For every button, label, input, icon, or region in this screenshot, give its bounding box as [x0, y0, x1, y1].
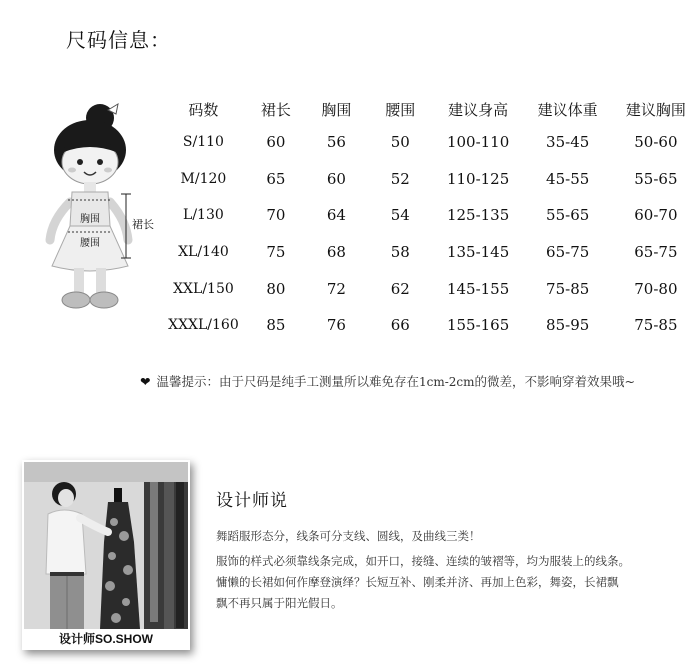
- table-row: [160, 234, 700, 271]
- cell-size: L/130: [183, 207, 224, 224]
- size-figure-illustration: [38, 90, 178, 330]
- cell-suggested-chest: 75-85: [634, 316, 678, 335]
- photo-caption: 设计师SO.SHOW: [58, 632, 153, 646]
- cell-chest: 56: [326, 133, 346, 152]
- cell-length: 75: [266, 243, 286, 262]
- tip-text-b: 1cm-2cm: [419, 375, 475, 389]
- cell-length: 70: [266, 206, 286, 225]
- page-title: 尺码信息：: [66, 28, 171, 52]
- header-length: 裙长: [260, 100, 291, 119]
- designer-paragraph-line: 服饰的样式必须靠线条完成，如开口，接缝、连续的皱褶等，均为服装上的线条。: [216, 554, 630, 568]
- designer-photo: [24, 462, 188, 629]
- designer-paragraph-1: 舞蹈服形态分，线条可分支线、圆线，及曲线三类！: [216, 529, 481, 543]
- header-chest: 胸围: [321, 100, 352, 119]
- cell-weight: 35-45: [546, 133, 590, 152]
- waist-label: 腰围: [80, 238, 100, 249]
- header-size: 码数: [188, 100, 219, 119]
- cell-length: 85: [266, 316, 286, 335]
- header-weight: 建议体重: [537, 100, 598, 119]
- cell-waist: 54: [390, 206, 410, 225]
- cell-chest: 68: [326, 243, 346, 262]
- designer-paragraph-line: 飘不再只属于阳光假日。: [216, 596, 343, 610]
- cell-weight: 75-85: [546, 279, 590, 298]
- table-row: [160, 307, 700, 344]
- designer-paragraph-2: [216, 551, 630, 614]
- cell-height: 155-165: [446, 316, 510, 335]
- cell-height: 135-145: [446, 243, 510, 262]
- cell-size: S/110: [182, 134, 224, 151]
- cell-suggested-chest: 50-60: [634, 133, 678, 152]
- cell-weight: 55-65: [546, 206, 590, 225]
- cell-chest: 76: [326, 316, 346, 335]
- table-header-row: [160, 94, 700, 124]
- header-height: 建议身高: [448, 100, 509, 119]
- table-row: [160, 124, 700, 161]
- cell-chest: 72: [326, 279, 346, 298]
- cell-waist: 52: [390, 169, 410, 188]
- table-row: [160, 197, 700, 234]
- heart-icon: ❤: [140, 374, 151, 389]
- cell-length: 80: [266, 279, 286, 298]
- cell-weight: 65-75: [546, 243, 590, 262]
- cell-chest: 60: [326, 169, 346, 188]
- cell-size: M/120: [180, 170, 227, 187]
- chest-label: 胸围: [80, 214, 100, 225]
- cell-size: XXL/150: [173, 280, 234, 297]
- cell-waist: 62: [390, 279, 410, 298]
- designer-paragraph-line: 慵懒的长裙如何作摩登演绎？长短互补、刚柔并济、再加上色彩，舞姿，长裙飘: [216, 575, 619, 589]
- cell-size: XXXL/160: [168, 317, 239, 334]
- tip-text-c: 的微差，不影响穿着效果哦~: [474, 374, 636, 389]
- cell-height: 125-135: [446, 206, 510, 225]
- cell-size: XL/140: [178, 244, 229, 261]
- cell-weight: 85-95: [546, 316, 590, 335]
- cell-waist: 50: [390, 133, 410, 152]
- cell-waist: 58: [390, 243, 410, 262]
- cell-length: 60: [266, 133, 286, 152]
- size-tip: [140, 372, 635, 390]
- cell-suggested-chest: 60-70: [634, 206, 678, 225]
- designer-photo-card: [22, 460, 190, 650]
- cell-waist: 66: [390, 316, 410, 335]
- cell-suggested-chest: 55-65: [634, 169, 678, 188]
- cell-suggested-chest: 70-80: [634, 279, 678, 298]
- cell-height: 110-125: [446, 169, 510, 188]
- table-row: [160, 270, 700, 307]
- cell-chest: 64: [326, 206, 346, 225]
- cell-height: 100-110: [446, 133, 510, 152]
- header-suggested-chest: 建议胸围: [625, 100, 686, 119]
- size-table: [160, 94, 700, 344]
- designer-heading: 设计师说: [216, 491, 288, 511]
- length-label: 裙长: [132, 218, 154, 231]
- header-waist: 腰围: [385, 100, 416, 119]
- cell-weight: 45-55: [546, 169, 590, 188]
- cell-height: 145-155: [446, 279, 510, 298]
- table-row: [160, 161, 700, 198]
- cell-length: 65: [266, 169, 286, 188]
- cell-suggested-chest: 65-75: [634, 243, 678, 262]
- tip-text-a: 温馨提示：由于尺码是纯手工测量所以难免存在: [156, 374, 419, 389]
